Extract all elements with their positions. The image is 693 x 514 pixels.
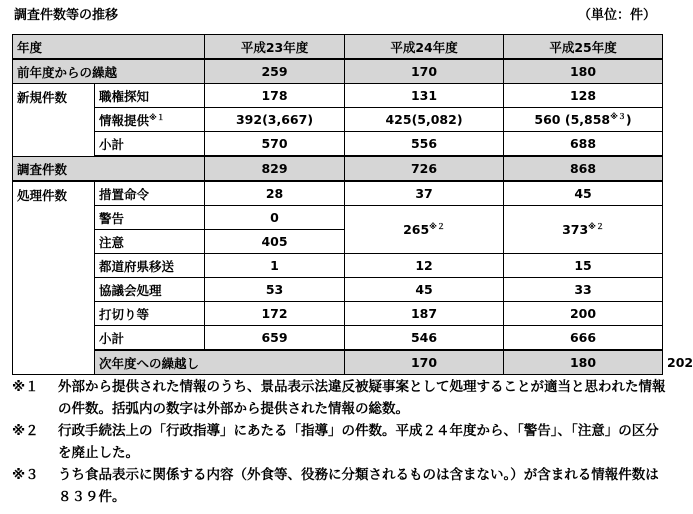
row-warning (13, 206, 663, 230)
row-label: 警告 (95, 206, 205, 230)
cell-h25: 15 (504, 254, 663, 278)
cell-h24: 187 (345, 302, 504, 326)
cell-h25: 45 (504, 181, 663, 206)
header-h23: 平成23年度 (205, 35, 345, 60)
cell-h25: 868 (504, 156, 663, 181)
cell-h23: 259 (205, 59, 345, 84)
row-label: 都道府県移送 (95, 254, 205, 278)
value-text: 560 (5,858 (534, 112, 611, 127)
cell-h24-merged (345, 206, 504, 254)
footnote-mark: ※２ (429, 221, 445, 231)
row-label: 打切り等 (95, 302, 205, 326)
cell-h23: 405 (205, 230, 345, 254)
row-new-subtotal (13, 132, 663, 157)
cell-h24: 546 (345, 326, 504, 351)
row-label: 注意 (95, 230, 205, 254)
cell-h23: 172 (205, 302, 345, 326)
header-year: 年度 (13, 35, 205, 60)
cell-h24: 12 (345, 254, 504, 278)
header-row (13, 35, 663, 60)
label-text: 情報提供 (99, 112, 150, 128)
cell-h23: 570 (205, 132, 345, 157)
footnote-3 (12, 464, 672, 508)
header-h24: 平成24年度 (345, 35, 504, 60)
row-investigations (13, 156, 663, 181)
unit-label: （単位：件） (577, 8, 656, 23)
footnotes (12, 376, 672, 508)
row-new-detection (13, 84, 663, 108)
cell-h23: 829 (205, 156, 345, 181)
row-label: 職権探知 (95, 84, 205, 108)
cell-h24: 425(5,082) (345, 108, 504, 132)
cell-h24: 37 (345, 181, 504, 206)
footnote-text: 外部から提供された情報のうち、景品表示法違反被疑事案として処理することが適当と思われた情報の件数。括弧内の数字は外部から提供された情報の総数。 (58, 379, 666, 417)
cell-h23: 659 (205, 326, 345, 351)
footnote-text: 行政手続法上の「行政指導」にあたる「指導」の件数。平成２４年度から、「警告」、「注意」の区分を廃止した。 (58, 423, 659, 461)
cell-h25: 200 (504, 302, 663, 326)
value-close: ) (625, 112, 632, 127)
statistics-table (12, 34, 693, 375)
row-council (13, 278, 663, 302)
row-label (95, 108, 205, 132)
row-new-info (13, 108, 663, 132)
footnote-mark: ※２ (12, 423, 39, 439)
cell-h24: 131 (345, 84, 504, 108)
row-label: 小計 (95, 132, 205, 157)
cell-h23: 392(3,667) (205, 108, 345, 132)
cell-h25: 128 (504, 84, 663, 108)
cell-h23: 28 (205, 181, 345, 206)
footnote-text: うち食品表示に関係する内容（外食等、役務に分類されるものは含まない。）が含まれる情報件数は８３９件。 (58, 467, 659, 505)
footnote-mark: ※２ (588, 221, 604, 231)
cell-h23: 0 (205, 206, 345, 230)
cell-h25: 33 (504, 278, 663, 302)
cell-h23: 178 (205, 84, 345, 108)
row-carry-in (13, 59, 663, 84)
cell-h24: 556 (345, 132, 504, 157)
cell-h24: 170 (345, 59, 504, 84)
cell-h23: 170 (345, 350, 504, 375)
cell-h23: 53 (205, 278, 345, 302)
cell-h25: 180 (504, 59, 663, 84)
row-label: 協議会処理 (95, 278, 205, 302)
value-text: 373 (562, 222, 589, 237)
row-order (13, 181, 663, 206)
row-closed (13, 302, 663, 326)
cell-h25: 666 (504, 326, 663, 351)
row-processing-subtotal (13, 326, 663, 351)
cell-h24: 45 (345, 278, 504, 302)
group-label-processing: 処理件数 (13, 181, 95, 375)
cell-h23: 1 (205, 254, 345, 278)
footnote-mark: ※１ (12, 379, 39, 395)
value-text: 265 (403, 222, 430, 237)
group-label-new: 新規件数 (13, 84, 95, 157)
row-label: 前年度からの繰越 (13, 59, 205, 84)
cell-h24: 726 (345, 156, 504, 181)
header-h25: 平成25年度 (504, 35, 663, 60)
cell-h24: 180 (504, 350, 663, 375)
row-carry-out: 次年度への繰越し 170 180 202 (13, 350, 663, 375)
cell-h25-merged (504, 206, 663, 254)
cell-h25 (504, 108, 663, 132)
footnote-2 (12, 420, 672, 464)
row-label: 次年度への繰越し (95, 350, 345, 375)
row-prefecture (13, 254, 663, 278)
footnote-mark: ※３ (610, 111, 626, 121)
row-label: 調査件数 (13, 156, 205, 181)
cell-h25: 688 (504, 132, 663, 157)
table-title: 調査件数等の推移 (14, 8, 119, 23)
footnote-1 (12, 376, 672, 420)
footnote-mark: ※１ (149, 112, 165, 122)
row-label: 小計 (95, 326, 205, 351)
footnote-mark: ※３ (12, 467, 39, 483)
row-label: 措置命令 (95, 181, 205, 206)
